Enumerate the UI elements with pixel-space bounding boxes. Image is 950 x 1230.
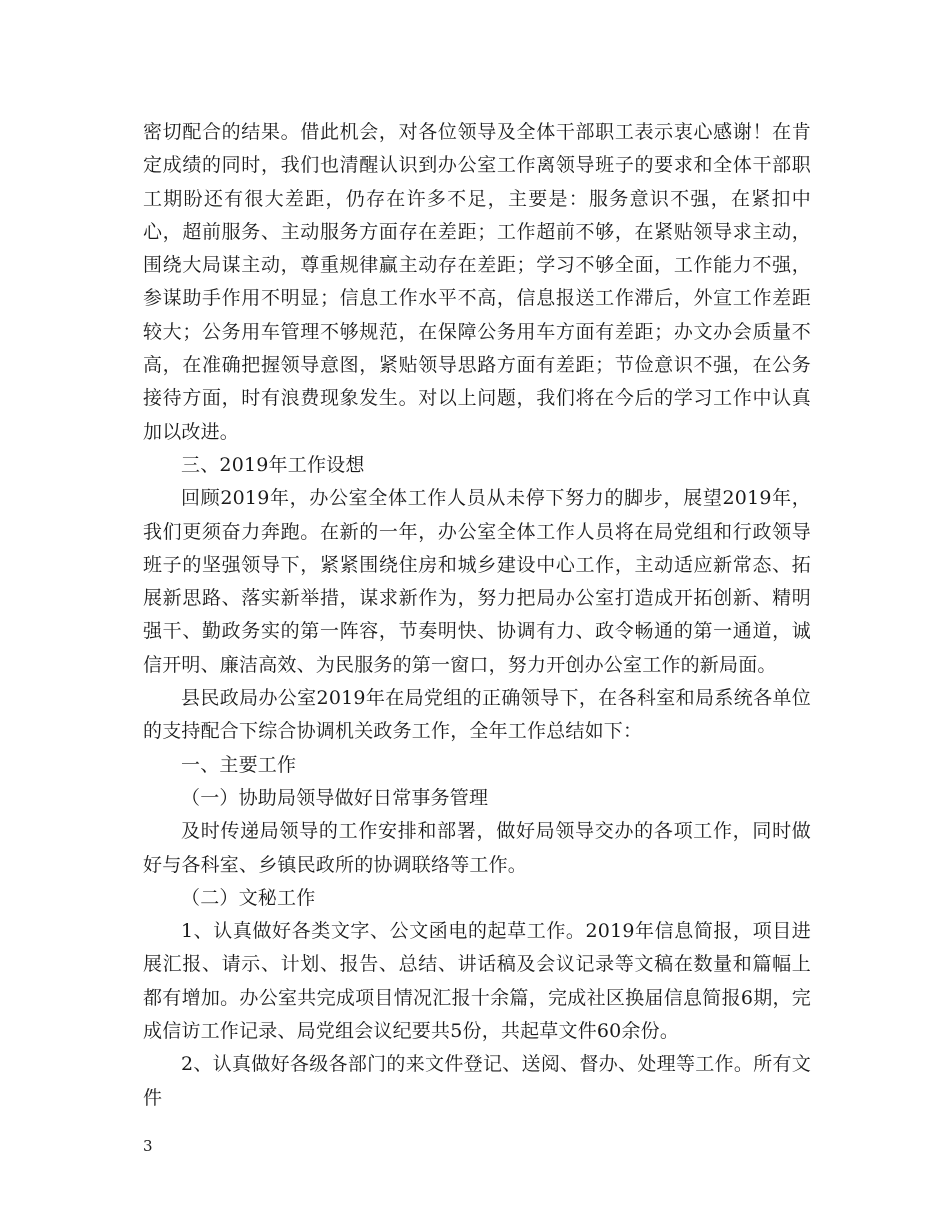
- section-heading: 一、主要工作: [181, 753, 297, 776]
- paragraph: 及时传递局领导的工作安排和部署，做好局领导交办的各项工作，同时做好与各科室、乡镇民政所的协调联络等工作。: [143, 820, 811, 876]
- section-heading: 三、2019年工作设想: [181, 453, 365, 476]
- paragraph: 县民政局办公室2019年在局党组的正确领导下，在各科室和局系统各单位的支持配合下综合协调机关政务工作，全年工作总结如下：: [143, 687, 811, 743]
- paragraph: 回顾2019年，办公室全体工作人员从未停下努力的脚步，展望2019年，我们更须奋力奔跑。在新的一年，办公室全体工作人员将在局党组和行政领导班子的坚强领导下，紧紧围绕住房和城乡建设中心工作，主动适应新常态、拓展新思路、落实新举措，谋求新作为，努力把局办公室打造成开拓创新、精明强干、勤政务实的第一阵容，节奏明快、协调有力、政令畅通的第一通道，诚信开明、廉洁高效、为民服务的第一窗口，努力开创办公室工作的新局面。: [143, 487, 811, 676]
- page-number: 3: [143, 1137, 153, 1155]
- document-body: [143, 116, 811, 1115]
- paragraph: 1、认真做好各类文字、公文函电的起草工作。2019年信息简报，项目进展汇报、请示、计划、报告、总结、讲话稿及会议记录等文稿在数量和篇幅上都有增加。办公室共完成项目情况汇报十余篇，完成社区换届信息简报6期，完成信访工作记录、局党组会议纪要共5份，共起草文件60余份。: [143, 920, 811, 1043]
- paragraph: 2、认真做好各级各部门的来文件登记、送阅、督办、处理等工作。所有文件: [143, 1053, 811, 1109]
- subsection-heading: （二）文秘工作: [181, 886, 316, 909]
- subsection-heading: （一）协助局领导做好日常事务管理: [181, 786, 489, 809]
- paragraph: 密切配合的结果。借此机会，对各位领导及全体干部职工表示衷心感谢！在肯定成绩的同时，我们也清醒认识到办公室工作离领导班子的要求和全体干部职工期盼还有很大差距，仍存在许多不足，主要是：服务意识不强，在紧扣中心，超前服务、主动服务方面存在差距；工作超前不够，在紧贴领导求主动，围绕大局谋主动，尊重规律赢主动存在差距；学习不够全面，工作能力不强，参谋助手作用不明显；信息工作水平不高，信息报送工作滞后，外宣工作差距较大；公务用车管理不够规范，在保障公务用车方面有差距；办文办会质量不高，在准确把握领导意图，紧贴领导思路方面有差距；节俭意识不强，在公务接待方面，时有浪费现象发生。对以上问题，我们将在今后的学习工作中认真加以改进。: [143, 121, 811, 443]
